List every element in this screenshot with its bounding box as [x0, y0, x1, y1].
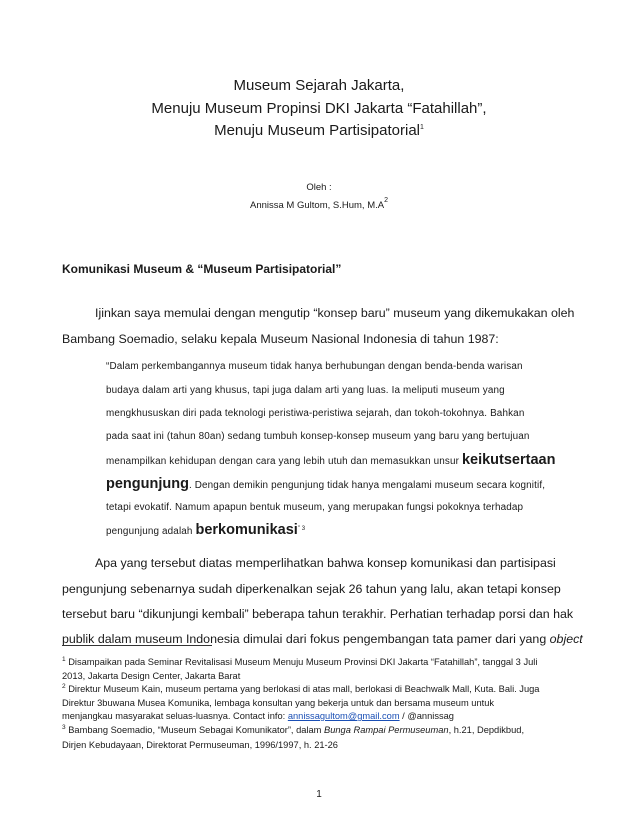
- footnote-1-line-1: [62, 656, 537, 668]
- quote-line-2: budaya dalam arti yang khusus, tapi juga dalam arti yang luas. Ia meliputi museum yang: [106, 385, 505, 396]
- footnote-2-handle: / @annissag: [399, 711, 454, 721]
- quote-line-5: [106, 452, 555, 468]
- paragraph-2-line-2: pengunjung sebenarnya sudah diperkenalkan sejak 26 tahun yang lalu, akan tetapi konsep: [62, 582, 561, 596]
- paragraph-1-line-1: Ijinkan saya memulai dengan mengutip “konsep baru” museum yang dikemukakan oleh: [95, 306, 575, 320]
- footnote-3-line-2: Dirjen Kebudayaan, Direktorat Permuseuman, 1996/1997, h. 21-26: [62, 740, 338, 750]
- footnote-2-line-1: [62, 683, 539, 695]
- footnote-2-line-3: [62, 710, 454, 722]
- quote-line-1: “Dalam perkembangannya museum tidak hanya berhubungan dengan benda-benda warisan: [106, 361, 523, 372]
- emphasis-berkomunikasi: berkomunikasi: [195, 522, 298, 538]
- title-line-1: Museum Sejarah Jakarta,: [233, 77, 405, 94]
- paragraph-2-line-4-text: publik dalam museum Indonesia dimulai dari fokus pengembangan tata pamer dari yang: [62, 632, 550, 646]
- quote-line-4: pada saat ini (tahun 80an) sedang tumbuh konsep-konsep museum yang baru yang bertujuan: [106, 431, 530, 442]
- quote-line-6: [106, 476, 545, 492]
- footnote-1-number: 1: [62, 656, 66, 663]
- footnote-3-book-title: Bunga Rampai Permuseuman: [324, 725, 449, 735]
- footnote-3-line-1: [62, 724, 524, 736]
- footnote-divider: [62, 645, 212, 646]
- quote-line-3: mengkhususkan diri pada teknologi peristiwa-peristiwa sejarah, dan tokoh-tokohnya. Bahkan: [106, 408, 525, 419]
- italic-object: object: [549, 632, 583, 646]
- email-link[interactable]: annissagultom@gmail.com: [287, 711, 400, 721]
- section-heading: Komunikasi Museum & “Museum Partisipatorial”: [62, 262, 342, 276]
- title-line-3-text: Menuju Museum Partisipatorial: [214, 122, 420, 139]
- paragraph-1-line-2: Bambang Soemadio, selaku kepala Museum Nasional Indonesia di tahun 1987:: [62, 332, 499, 346]
- footnote-2-number: 2: [62, 683, 66, 690]
- footnote-3-text: Bambang Soemadio, “Museum Sebagai Komunikator”, dalam: [65, 725, 325, 735]
- footnote-3-text-end: , h.21, Depdikbud,: [448, 725, 525, 735]
- page-number: 1: [316, 789, 322, 800]
- footnote-ref-1: 1: [420, 124, 424, 131]
- footnote-2-text: Direktur Museum Kain, museum pertama yang berlokasi di atas mall, berlokasi di Beachwalk Mall, Kuta. Bali. Juga: [65, 684, 540, 694]
- quote-line-7: tetapi evokatif. Namum apapun bentuk museum, yang merupakan fungsi pokoknya terhadap: [106, 502, 524, 513]
- author-name: [0, 199, 638, 213]
- footnote-2-line-2: Direktur 3buwana Musea Komunika, lembaga konsultan yang bekerja untuk dan bersama museum untuk: [62, 698, 495, 708]
- quote-line-6-text: . Dengan demikin pengunjung tidak hanya mengalami museum secara kognitif,: [188, 480, 546, 491]
- footnote-1-line-2: 2013, Jakarta Design Center, Jakarta Barat: [62, 671, 241, 681]
- footnote-ref-2: 2: [384, 197, 388, 204]
- footnote-3-number: 3: [62, 724, 66, 731]
- paragraph-2-line-3: tersebut baru “dikunjungi kembali” beberapa tahun terakhir. Perhatian terhadap porsi dan hak: [62, 607, 574, 621]
- quote-line-5-text: menampilkan kehidupan dengan cara yang lebih utuh dan memasukkan unsur: [106, 456, 462, 467]
- title-line-3: [0, 120, 638, 142]
- footnote-1-text: Disampaikan pada Seminar Revitalisasi Museum Menuju Museum Provinsi DKI Jakarta “Fatahillah”, tanggal 3 Juli: [65, 657, 538, 667]
- title-line-2: Menuju Museum Propinsi DKI Jakarta “Fatahillah”,: [151, 100, 487, 117]
- quote-line-8: [106, 522, 305, 538]
- paragraph-2-line-1: Apa yang tersebut diatas memperlihatkan bahwa konsep komunikasi dan partisipasi: [95, 556, 556, 570]
- paragraph-2-line-4: [62, 632, 583, 646]
- footnote-ref-3: ” 3: [297, 526, 306, 532]
- footnote-2-line-3-text: menjangkau masyarakat seluas-luasnya. Contact info:: [62, 711, 288, 721]
- emphasis-keikutsertaan: keikutsertaan: [461, 452, 556, 468]
- emphasis-pengunjung: pengunjung: [106, 476, 189, 492]
- author-name-text: Annissa M Gultom, S.Hum, M.A: [250, 200, 385, 211]
- author-by-label: Oleh :: [306, 182, 332, 193]
- quote-line-8-text: pengunjung adalah: [106, 526, 196, 537]
